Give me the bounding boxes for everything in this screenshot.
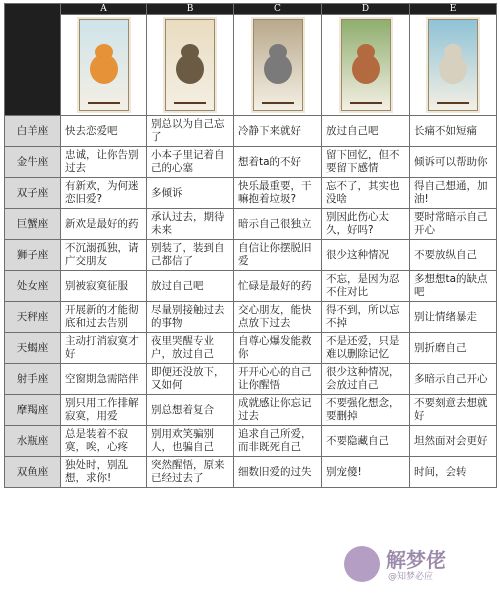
advice-cell: 不要放纵自己 [410, 240, 497, 271]
sign-label: 双子座 [5, 178, 61, 209]
advice-cell: 别被寂寞征服 [61, 271, 147, 302]
advice-cell: 留下回忆，但不要留下感情 [322, 147, 410, 178]
advice-cell: 想着ta的不好 [234, 147, 322, 178]
advice-cell: 冷静下来就好 [234, 116, 322, 147]
sign-label: 双鱼座 [5, 457, 61, 488]
advice-cell: 细数旧爱的过失 [234, 457, 322, 488]
sign-label: 狮子座 [5, 240, 61, 271]
advice-cell: 倾诉可以帮助你 [410, 147, 497, 178]
advice-cell: 别总以为自己忘了 [147, 116, 234, 147]
advice-cell: 独处时，别乱想，求你! [61, 457, 147, 488]
sign-label: 水瓶座 [5, 426, 61, 457]
advice-cell: 交心朋友，能快点放下过去 [234, 302, 322, 333]
advice-cell: 突然醒悟，原来已经过去了 [147, 457, 234, 488]
card-arrow [437, 102, 469, 104]
advice-cell: 时间，会转 [410, 457, 497, 488]
column-letter: D [322, 4, 410, 15]
advice-cell: 长痛不如短痛 [410, 116, 497, 147]
advice-cell: 承认过去，期待未来 [147, 209, 234, 240]
card-figure [357, 44, 375, 60]
advice-cell: 别因此伤心太久，好吗? [322, 209, 410, 240]
card-arrow [88, 102, 120, 104]
card-cell [322, 15, 410, 116]
advice-cell: 开展新的才能彻底和过去告别 [61, 302, 147, 333]
sign-label: 巨蟹座 [5, 209, 61, 240]
watermark-subtitle: @知梦必应 [388, 572, 434, 582]
card-figure [269, 44, 287, 60]
card-figure [181, 44, 199, 60]
advice-cell: 多暗示自己开心 [410, 364, 497, 395]
sign-label: 处女座 [5, 271, 61, 302]
column-letter-row [5, 4, 497, 15]
card-arrow [350, 102, 382, 104]
tarot-card-cat-on-beach-icon [79, 19, 129, 111]
advice-cell: 总是装着不寂寞，唉，心疼 [61, 426, 147, 457]
card-cell [147, 15, 234, 116]
advice-cell: 多想想ta的缺点吧 [410, 271, 497, 302]
advice-cell: 坦然面对会更好 [410, 426, 497, 457]
advice-cell: 忙碌是最好的药 [234, 271, 322, 302]
sign-label: 天蝎座 [5, 333, 61, 364]
column-letter: E [410, 4, 497, 15]
card-image-row [5, 15, 497, 116]
advice-cell: 开开心心的自己让你醒悟 [234, 364, 322, 395]
advice-cell: 新欢是最好的药 [61, 209, 147, 240]
advice-cell: 别宠傻! [322, 457, 410, 488]
advice-cell: 快去恋爱吧 [61, 116, 147, 147]
tarot-card-cats-in-room-icon [253, 19, 303, 111]
advice-cell: 别用欢笑骗别人，也骗自己 [147, 426, 234, 457]
advice-rows [5, 116, 497, 488]
sign-row [5, 395, 497, 426]
advice-cell: 夜里哭醒专业户，放过自己 [147, 333, 234, 364]
sign-row [5, 209, 497, 240]
advice-cell: 不要刻意去想就好 [410, 395, 497, 426]
advice-cell: 追求自己所爱，而非既死自己 [234, 426, 322, 457]
advice-cell: 别总想着复合 [147, 395, 234, 426]
advice-cell: 快乐最重要，干嘛抱着垃圾? [234, 178, 322, 209]
card-figure [95, 44, 113, 60]
sign-label: 摩羯座 [5, 395, 61, 426]
advice-cell: 得自己想通，加油! [410, 178, 497, 209]
advice-cell: 别只用工作排解寂寞，用爱 [61, 395, 147, 426]
advice-cell: 有新欢，为何迷恋旧爱? [61, 178, 147, 209]
watermark-badge-icon [344, 546, 380, 582]
column-letter: C [234, 4, 322, 15]
advice-cell: 不要隐藏自己 [322, 426, 410, 457]
card-arrow [262, 102, 294, 104]
card-cell [410, 15, 497, 116]
advice-cell: 别装了，装到自己都信了 [147, 240, 234, 271]
advice-cell: 别让情绪暴走 [410, 302, 497, 333]
sign-label: 天秤座 [5, 302, 61, 333]
advice-cell: 很少这种情况，会放过自己 [322, 364, 410, 395]
advice-cell: 即便还没放下，又如何 [147, 364, 234, 395]
advice-cell: 空窗期急需陪伴 [61, 364, 147, 395]
advice-cell: 成就感让你忘记过去 [234, 395, 322, 426]
advice-cell: 尽量别接触过去的事物 [147, 302, 234, 333]
corner-cell [5, 4, 61, 116]
sign-row [5, 147, 497, 178]
sign-row [5, 240, 497, 271]
tarot-card-cats-on-tree-icon [165, 19, 215, 111]
card-figure [444, 44, 462, 60]
advice-cell: 多倾诉 [147, 178, 234, 209]
card-arrow [174, 102, 206, 104]
advice-cell: 不忘，是因为忍不住对比 [322, 271, 410, 302]
column-letter: A [61, 4, 147, 15]
sign-row [5, 116, 497, 147]
advice-cell: 主动打消寂寞才好 [61, 333, 147, 364]
constellation-tarot-table [4, 3, 496, 588]
advice-cell: 小本子里记着自己的心塞 [147, 147, 234, 178]
sign-row [5, 457, 497, 488]
advice-cell: 得不到，所以忘不掉 [322, 302, 410, 333]
advice-cell: 忠诚，让你告别过去 [61, 147, 147, 178]
column-letter: B [147, 4, 234, 15]
sign-row [5, 333, 497, 364]
watermark-title: 解梦佬 [386, 548, 446, 572]
advice-cell: 不是还爱，只是难以删除记忆 [322, 333, 410, 364]
sign-row [5, 178, 497, 209]
card-cell [61, 15, 147, 116]
watermark-logo [344, 544, 494, 584]
advice-cell: 自信让你摆脱旧爱 [234, 240, 322, 271]
advice-grid [4, 3, 497, 488]
sign-row [5, 426, 497, 457]
advice-cell: 放过自己吧 [147, 271, 234, 302]
sign-row [5, 271, 497, 302]
advice-cell: 忘不了，其实也没啥 [322, 178, 410, 209]
sign-label: 白羊座 [5, 116, 61, 147]
tarot-card-cat-in-garden-icon [341, 19, 391, 111]
tarot-card-cats-at-sea-icon [428, 19, 478, 111]
advice-cell: 别折磨自己 [410, 333, 497, 364]
advice-cell: 放过自己吧 [322, 116, 410, 147]
card-cell [234, 15, 322, 116]
advice-cell: 不要强化想念，要删掉 [322, 395, 410, 426]
advice-cell: 很少这种情况 [322, 240, 410, 271]
advice-cell: 不沉溺孤独，请广交朋友 [61, 240, 147, 271]
advice-cell: 要时常暗示自己开心 [410, 209, 497, 240]
advice-cell: 暗示自己很独立 [234, 209, 322, 240]
sign-row [5, 364, 497, 395]
sign-label: 金牛座 [5, 147, 61, 178]
sign-label: 射手座 [5, 364, 61, 395]
sign-row [5, 302, 497, 333]
advice-cell: 自尊心爆发能救你 [234, 333, 322, 364]
